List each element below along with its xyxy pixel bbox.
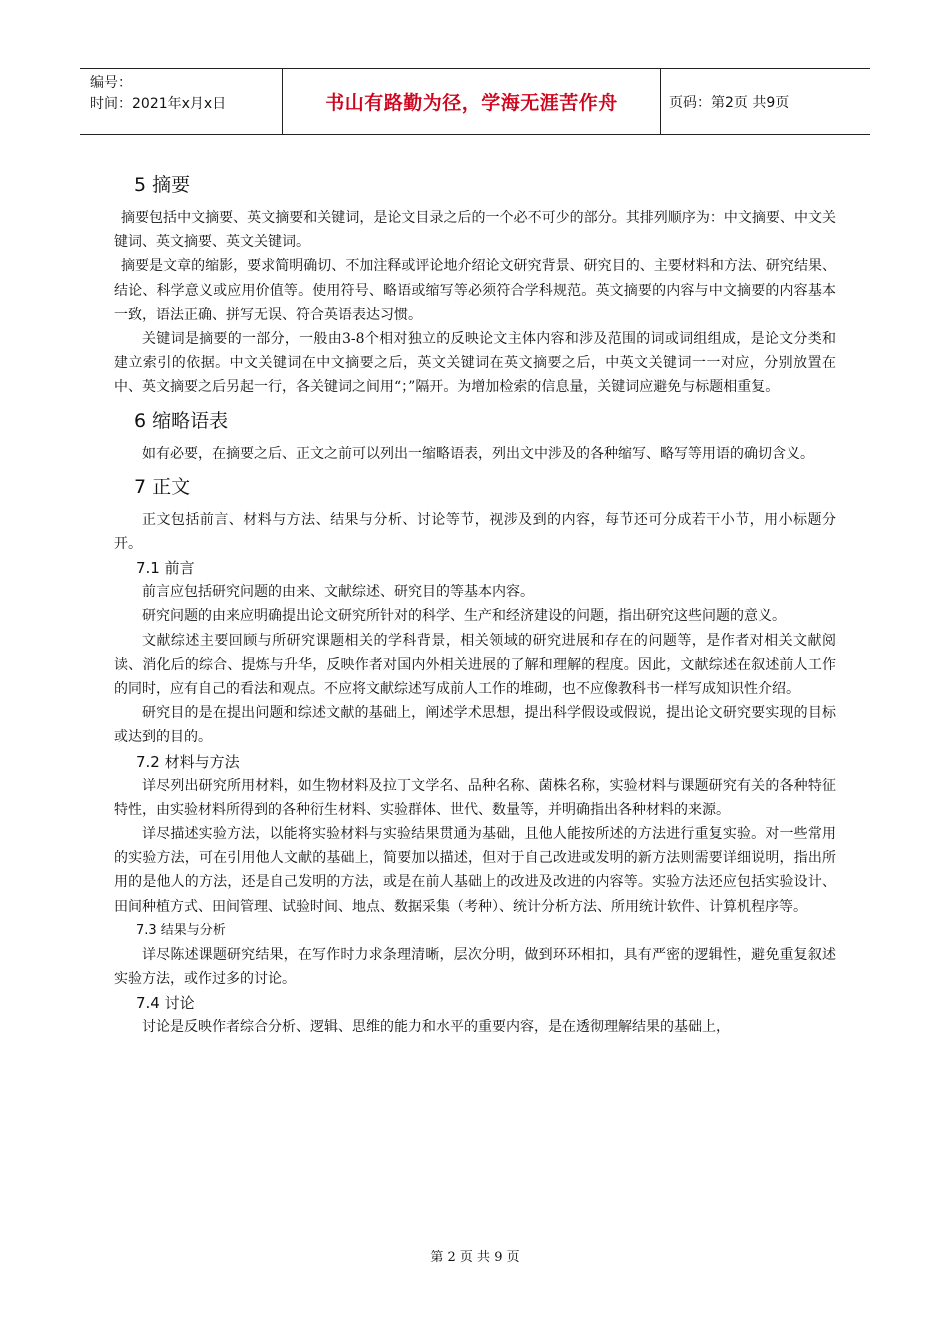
subsection-title-results: 7.3 结果与分析 <box>136 922 226 938</box>
subsection-title-discussion: 7.4 讨论 <box>136 994 195 1013</box>
subsection-title-intro: 7.1 前言 <box>136 559 195 578</box>
paragraph: 讨论是反映作者综合分析、逻辑、思维的能力和水平的重要内容，是在透彻理解结果的基础上， <box>142 1019 730 1036</box>
paragraph: 研究问题的由来应明确提出论文研究所针对的科学、生产和经济建设的问题，指出研究这些问题的意义。 <box>142 608 786 625</box>
page-header <box>80 68 870 135</box>
paragraph: 详尽描述实验方法，以能将实验材料与实验结果贯通为基础，且他人能按所述的方法进行重复实验。对一些常用的实验方法，可在引用他人文献的基础上，简要加以描述，但对于自己改进或发明的新方法则需要详细说明，指出所用的是他人的方法，还是自己发明的方法，或是在前人基础上的改进及改进的内容等。实验方法还应包括实验设计、田间种植方式、田间管理、试验时间、地点、数据采集（考种）、统计分析方法、所用统计软件、计算机程序等。 <box>114 826 836 915</box>
subsection-title-methods: 7.2 材料与方法 <box>136 752 240 771</box>
paragraph: 前言应包括研究问题的由来、文献综述、研究目的等基本内容。 <box>142 584 534 601</box>
paragraph: 详尽陈述课题研究结果，在写作时力求条理清晰，层次分明，做到环环相扣，具有严密的逻辑性，避免重复叙述实验方法，或作过多的讨论。 <box>114 946 836 988</box>
section-title-abstract: 5 摘要 <box>134 174 191 196</box>
paragraph: 详尽列出研究所用材料，如生物材料及拉丁文学名、品种名称、菌株名称，实验材料与课题研究有关的各种特征特性，由实验材料所得到的各种衍生材料、实验群体、世代、数量等，并明确指出各种材料的来源。 <box>114 777 836 818</box>
paragraph: 摘要是文章的缩影，要求简明确切、不加注释或评论地介绍论文研究背景、研究目的、主要材料和方法、研究结果、结论、科学意义或应用价值等。使用符号、略语或缩写等必须符合学科规范。英文摘要的内容与中文摘要的内容基本一致，语法正确、拼写无误、符合英语表达习惯。 <box>114 258 836 323</box>
paragraph: 关键词是摘要的一部分，一般由3-8个相对独立的反映论文主体内容和涉及范围的词或词组组成，是论文分类和建立索引的依据。中文关键词在中文摘要之后，英文关键词在英文摘要之后，中英文关键词一一对应，分别放置在中、英文摘要之后另起一行，各关键词之间用“；”隔开。为增加检索的信息量，关键词应避免与标题相重复。 <box>114 331 836 396</box>
paragraph: 文献综述主要回顾与所研究课题相关的学科背景，相关领域的研究进展和存在的问题等，是作者对相关文献阅读、消化后的综合、提炼与升华，反映作者对国内外相关进展的了解和理解的程度。因此，文献综述在叙述前人工作的同时，应有自己的看法和观点。不应将文献综述写成前人工作的堆砌，也不应像教科书一样写成知识性介绍。 <box>114 632 836 698</box>
paragraph: 正文包括前言、材料与方法、结果与分析、讨论等节，视涉及到的内容，每节还可分成若干小节，用小标题分开。 <box>114 511 836 553</box>
header-number: 编号： <box>90 75 132 91</box>
paragraph: 摘要包括中文摘要、英文摘要和关键词，是论文目录之后的一个必不可少的部分。其排列顺序为：中文摘要、中文关键词、英文摘要、英文关键词。 <box>114 210 836 251</box>
page-footer: 第 2 页 共 9 页 <box>430 1250 520 1265</box>
header-page-code: 页码：第2页 共9页 <box>669 94 790 111</box>
paragraph: 研究目的是在提出问题和综述文献的基础上，阐述学术思想，提出科学假设或假说，提出论文研究要实现的目标或达到的目的。 <box>114 705 836 746</box>
section-title-body: 7 正文 <box>134 475 191 498</box>
document-body <box>114 164 836 1039</box>
section-title-abbreviations: 6 缩略语表 <box>134 409 229 432</box>
paragraph: 如有必要，在摘要之后、正文之前可以列出一缩略语表，列出文中涉及的各种缩写、略写等用语的确切含义。 <box>142 445 814 462</box>
header-meta <box>80 69 283 134</box>
header-motto: 书山有路勤为径，学海无涯苦作舟 <box>283 69 661 134</box>
header-date: 时间：2021年x月x日 <box>90 96 227 112</box>
